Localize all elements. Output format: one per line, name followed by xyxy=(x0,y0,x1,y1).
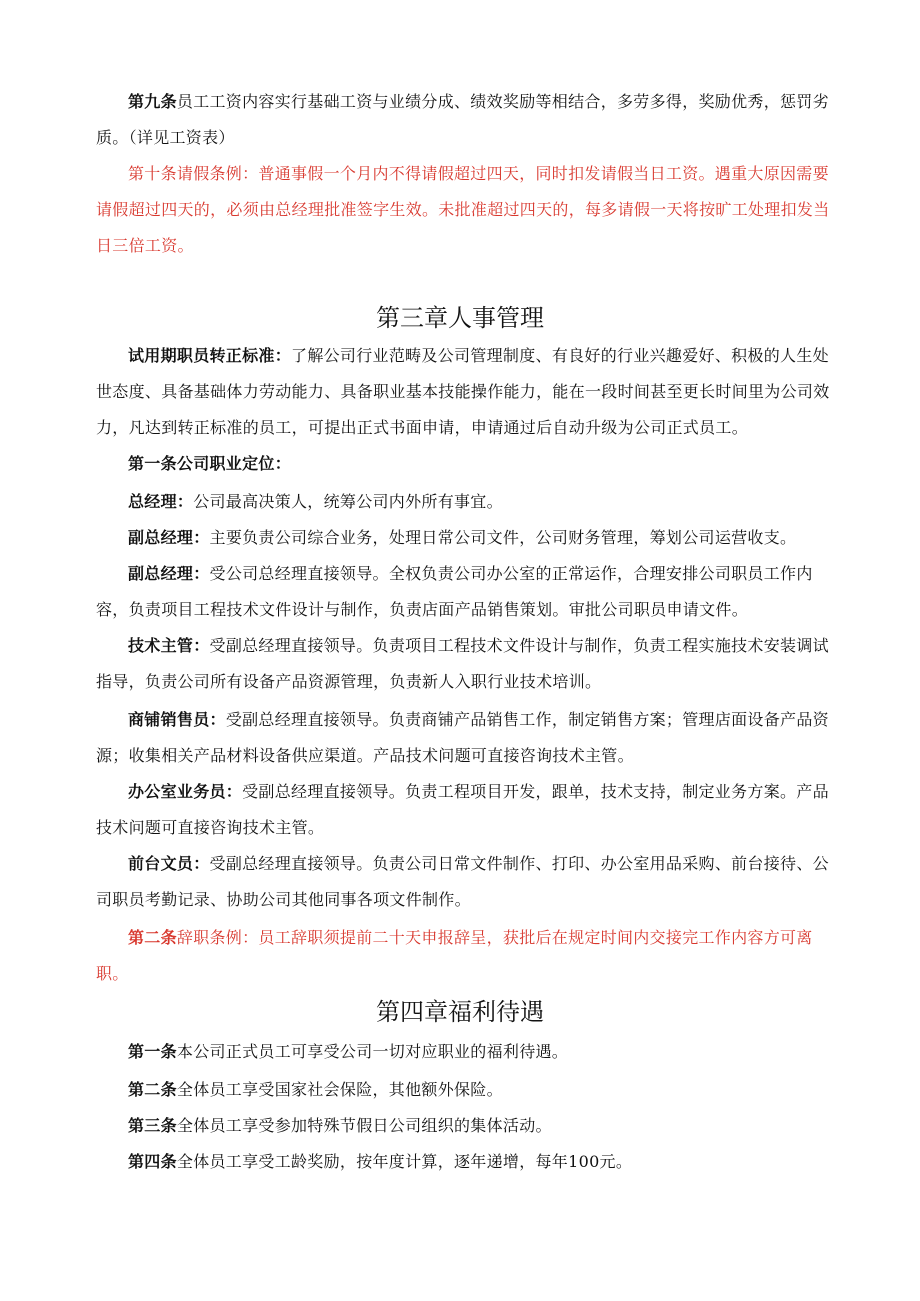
role-shop-salesperson xyxy=(96,702,840,774)
probation-text: 了解公司行业范畴及公司管理制度、有良好的行业兴趣爱好、积极的人生处世态度、具备基础体力劳动能力、具备职业基本技能操作能力，能在一段时间甚至更长时间里为公司效力，凡达到转正标准的员工，可提出正式书面申请，申请通过后自动升级为公司正式员工。 xyxy=(96,346,830,437)
role-heading: 总经理： xyxy=(128,492,194,511)
article-2-text: 辞职条例：员工辞职须提前二十天申报辞呈，获批后在规定时间内交接完工作内容方可离职。 xyxy=(96,928,813,983)
benefit-article-2 xyxy=(96,1072,840,1108)
role-text: 受副总经理直接领导。负责项目工程技术文件设计与制作，负责工程实施技术安装调试指导，负责公司所有设备产品资源管理，负责新人入职行业技术培训。 xyxy=(96,636,829,691)
benefit-article-4 xyxy=(96,1144,840,1180)
benefit-article-1 xyxy=(96,1034,840,1070)
article-2-heading: 第二条 xyxy=(128,928,177,947)
role-heading: 副总经理： xyxy=(128,528,210,547)
benefit-text: 全体员工享受国家社会保险，其他额外保险。 xyxy=(176,1080,503,1099)
role-front-desk xyxy=(96,846,840,918)
article-10-text: 请假条例：普通事假一个月内不得请假超过四天，同时扣发请假当日工资。遇重大原因需要请假超过四天的，必须由总经理批准签字生效。未批准超过四天的，每多请假一天将按旷工处理扣发当日三倍工资。 xyxy=(96,164,830,255)
article-1-heading: 第一条公司职业定位： xyxy=(128,454,292,473)
benefit-heading: 第二条 xyxy=(128,1080,177,1099)
chapter-4-title: 第四章福利待遇 xyxy=(376,998,544,1026)
benefit-heading: 第四条 xyxy=(128,1152,177,1171)
role-deputy-manager-2 xyxy=(96,556,840,628)
probation-heading: 试用期职员转正标准： xyxy=(128,346,292,365)
article-2-resignation xyxy=(96,920,840,992)
role-general-manager xyxy=(96,484,840,520)
role-heading: 副总经理： xyxy=(128,564,210,583)
article-9 xyxy=(96,84,840,156)
benefit-text: 全体员工享受工龄奖励，按年度计算，逐年递增，每年100元。 xyxy=(176,1152,633,1171)
article-10-heading: 第十条 xyxy=(128,164,177,183)
article-1-positions xyxy=(96,446,840,482)
article-10 xyxy=(96,156,840,264)
benefit-text: 全体员工享受参加特殊节假日公司组织的集体活动。 xyxy=(176,1116,552,1135)
role-heading: 办公室业务员： xyxy=(128,782,243,801)
article-9-heading: 第九条 xyxy=(128,92,177,111)
probation-standard xyxy=(96,338,840,446)
role-technical-supervisor xyxy=(96,628,840,700)
article-9-text: 员工工资内容实行基础工资与业绩分成、绩效奖励等相结合，多劳多得，奖励优秀，惩罚劣质。（详见工资表） xyxy=(96,92,829,147)
role-text: 受公司总经理直接领导。全权负责公司办公室的正常运作，合理安排公司职员工作内容，负责项目工程技术文件设计与制作，负责店面产品销售策划。审批公司职员申请文件。 xyxy=(96,564,813,619)
benefit-article-3 xyxy=(96,1108,840,1144)
role-text: 受副总经理直接领导。负责工程项目开发，跟单，技术支持，制定业务方案。产品技术问题可直接咨询技术主管。 xyxy=(96,782,829,837)
benefit-heading: 第三条 xyxy=(128,1116,177,1135)
benefit-text: 本公司正式员工可享受公司一切对应职业的福利待遇。 xyxy=(176,1042,569,1061)
role-office-clerk xyxy=(96,774,840,846)
benefit-heading: 第一条 xyxy=(128,1042,177,1061)
role-text: 主要负责公司综合业务，处理日常公司文件，公司财务管理，筹划公司运营收支。 xyxy=(209,528,797,547)
role-text: 公司最高决策人，统筹公司内外所有事宜。 xyxy=(193,492,503,511)
role-heading: 前台文员： xyxy=(128,854,210,873)
role-heading: 商铺销售员： xyxy=(128,710,226,729)
chapter-3-title: 第三章人事管理 xyxy=(376,304,544,332)
role-heading: 技术主管： xyxy=(128,636,210,655)
role-text: 受副总经理直接领导。负责公司日常文件制作、打印、办公室用品采购、前台接待、公司职员考勤记录、协助公司其他同事各项文件制作。 xyxy=(96,854,829,909)
role-text: 受副总经理直接领导。负责商铺产品销售工作，制定销售方案；管理店面设备产品资源；收集相关产品材料设备供应渠道。产品技术问题可直接咨询技术主管。 xyxy=(96,710,829,765)
role-deputy-manager-1 xyxy=(96,520,840,556)
